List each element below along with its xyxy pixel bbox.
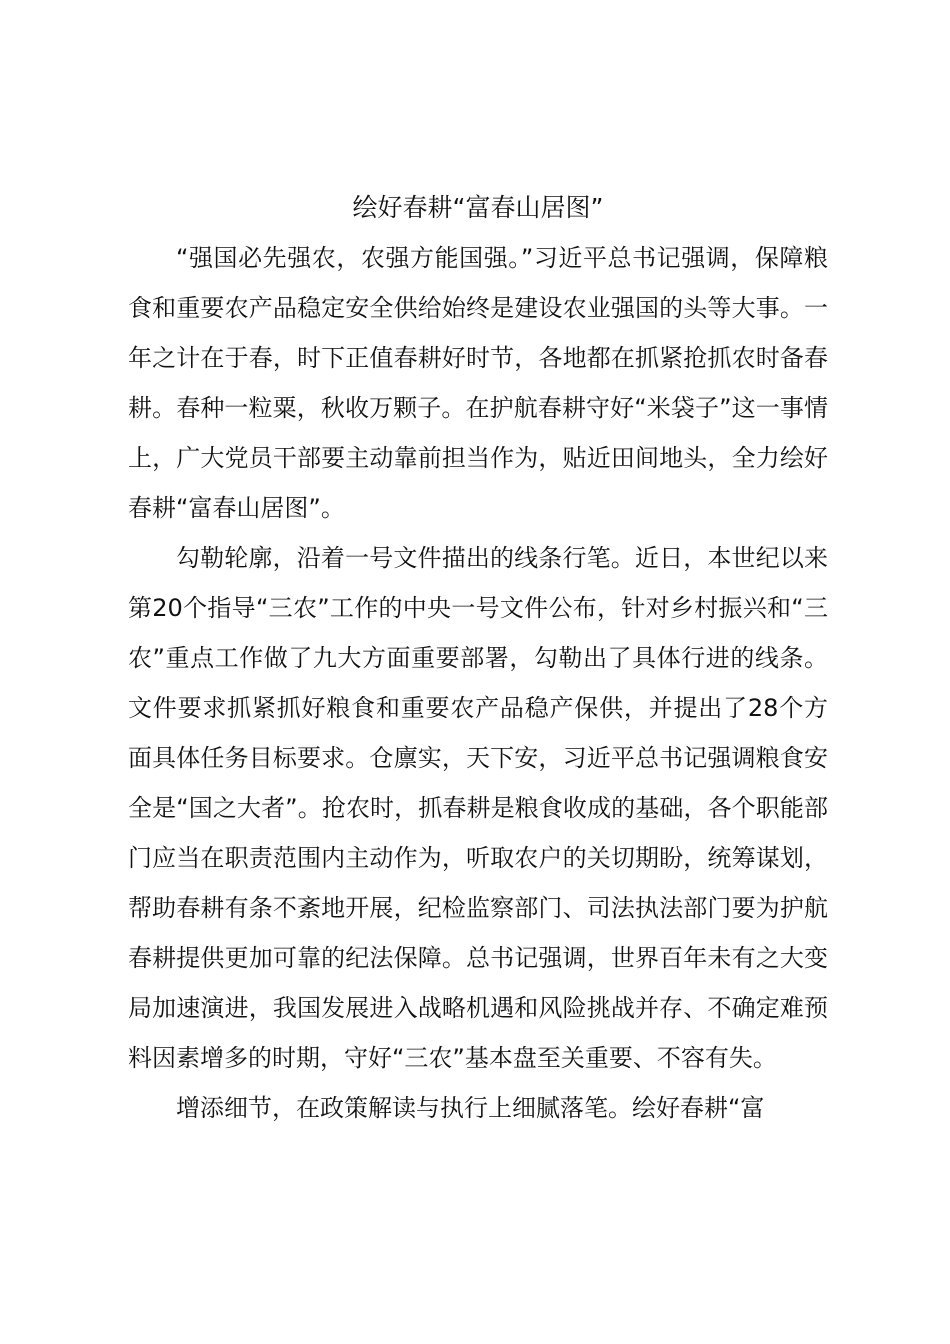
paragraph-2: 勾勒轮廓，沿着一号文件描出的线条行笔。近日，本世纪以来第20个指导“三农”工作的中央一号文件公布，针对乡村振兴和“三农”重点工作做了九大方面重要部署，勾勒出了具体行进的线条。文件要求抓紧抓好粮食和重要农产品稳产保供，并提出了28个方面具体任务目标要求。仓廪实，天下安，习近平总书记强调粮食安全是“国之大者”。抢农时，抓春耕是粮食收成的基础，各个职能部门应当在职责范围内主动作为，听取农户的关切期盼，统筹谋划，帮助春耕有条不紊地开展，纪检监察部门、司法执法部门要为护航春耕提供更加可靠的纪法保障。总书记强调，世界百年未有之大变局加速演进，我国发展进入战略机遇和风险挑战并存、不确定难预料因素增多的时期，守好“三农”基本盘至关重要、不容有失。 — [128, 544, 828, 1072]
document-page — [128, 183, 828, 1133]
document-title: 绘好春耕“富春山居图” — [352, 193, 604, 222]
paragraph-3: 增添细节，在政策解读与执行上细腻落笔。绘好春耕“富 — [176, 1094, 765, 1122]
paragraph-1: “强国必先强农，农强方能国强。”习近平总书记强调，保障粮食和重要农产品稳定安全供给始终是建设农业强国的头等大事。一年之计在于春，时下正值春耕好时节，各地都在抓紧抢抓农时备春耕。春种一粒粟，秋收万颗子。在护航春耕守好“米袋子”这一事情上，广大党员干部要主动靠前担当作为，贴近田间地头，全力绘好春耕“富春山居图”。 — [128, 244, 828, 522]
